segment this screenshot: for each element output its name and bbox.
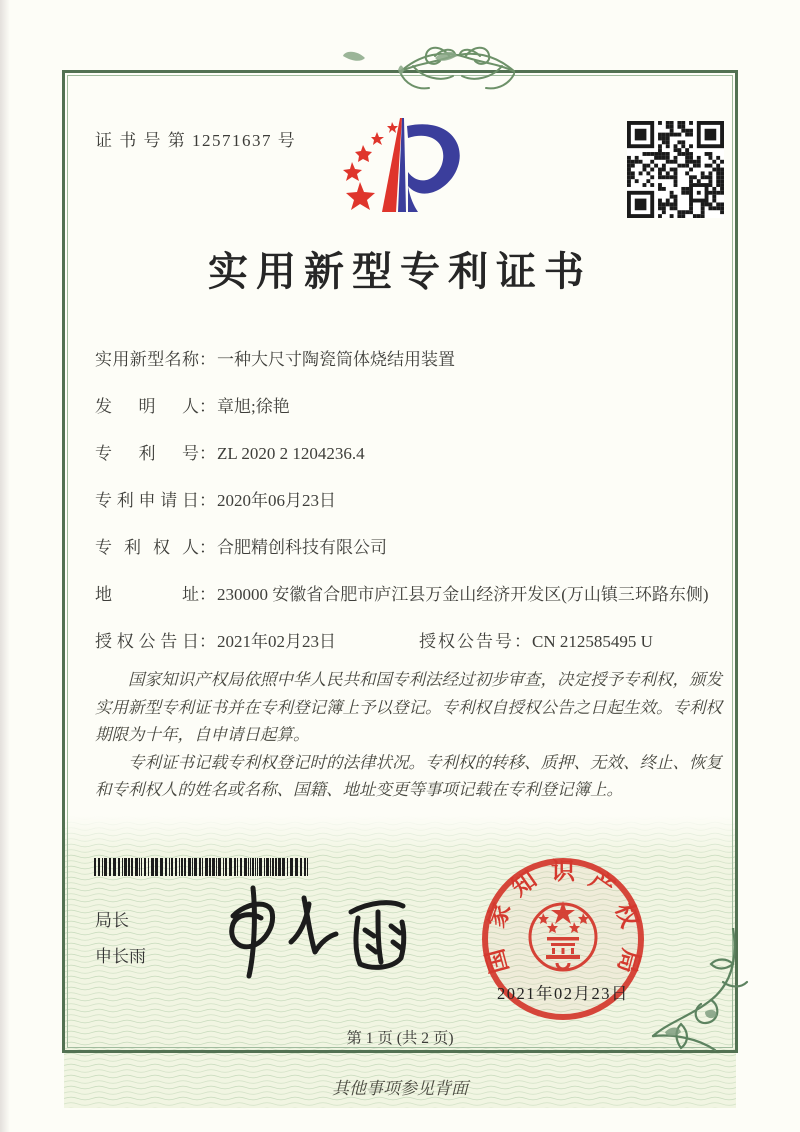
field-value: 章旭;徐艳	[217, 397, 290, 416]
field-colon: ：	[199, 350, 216, 369]
svg-text:识: 识	[551, 859, 575, 885]
svg-text:局: 局	[612, 945, 644, 976]
field-colon: ：	[199, 397, 216, 416]
grant-no-label: 授权公告号	[419, 632, 514, 651]
certificate-number: 证 书 号 第 12571637 号	[95, 131, 297, 150]
field-label: 专利申请日	[95, 491, 199, 510]
grant-no-value: CN 212585495 U	[532, 632, 653, 651]
field-row-inventor	[95, 394, 720, 419]
field-colon: ：	[514, 632, 531, 651]
svg-text:家: 家	[483, 899, 517, 932]
field-row-address	[95, 582, 720, 607]
grant-date-value: 2021年02月23日	[217, 632, 336, 651]
field-row-patentee	[95, 535, 720, 560]
svg-text:国: 国	[482, 945, 514, 976]
svg-text:产: 产	[584, 866, 619, 902]
field-label: 发明人	[95, 397, 199, 416]
back-note: 其他事项参见背面	[332, 1079, 468, 1098]
field-label: 授权公告日	[95, 632, 199, 651]
field-value: ZL 2020 2 1204236.4	[217, 444, 365, 463]
band-fade	[64, 816, 736, 856]
officer-title: 局长	[95, 911, 129, 930]
field-value: 230000 安徽省合肥市庐江县万金山经济开发区(万山镇三环路东侧)	[217, 585, 709, 604]
barcode	[94, 858, 312, 876]
legal-paragraph-1: 国家知识产权局依照中华人民共和国专利法经过初步审查，决定授予专利权，颁发实用新型专利证书并在专利登记簿上予以登记。专利权自授权公告之日起生效。专利权期限为十年，自申请日起算。	[95, 670, 722, 744]
top-flourish-ornament	[285, 42, 515, 102]
certificate-fields	[95, 347, 720, 676]
field-row-patent-number	[95, 441, 720, 466]
certificate-title: 实用新型专利证书	[208, 249, 592, 294]
officer-name: 申长雨	[95, 947, 146, 966]
field-value: 2020年06月23日	[217, 491, 336, 510]
qr-code	[627, 121, 724, 218]
field-row-filing-date	[95, 488, 720, 513]
legal-paragraph-2: 专利证书记载专利权登记时的法律状况。专利权的转移、质押、无效、终止、恢复和专利权人的姓名或名称、国籍、地址变更等事项记载在专利登记簿上。	[95, 752, 722, 799]
legal-text	[95, 666, 722, 804]
svg-text:知: 知	[507, 866, 542, 902]
field-colon: ：	[199, 538, 216, 557]
svg-text:权: 权	[609, 899, 643, 932]
field-label: 实用新型名称	[95, 350, 199, 369]
field-label: 地址	[95, 585, 199, 604]
field-colon: ：	[199, 444, 216, 463]
field-value: 一种大尺寸陶瓷筒体烧结用装置	[217, 350, 455, 369]
field-label: 专利权人	[95, 538, 199, 557]
field-row-utility-model-name	[95, 347, 720, 372]
officer-signature	[205, 876, 420, 991]
field-label: 专利号	[95, 444, 199, 463]
field-value: 合肥精创科技有限公司	[217, 538, 387, 557]
field-colon: ：	[199, 491, 216, 510]
seal-date: 2021年02月23日	[497, 984, 629, 1003]
cnipa-logo-icon	[330, 112, 475, 220]
field-colon: ：	[199, 632, 216, 651]
page-number: 第 1 页 (共 2 页)	[346, 1030, 454, 1047]
national-ipa-seal	[477, 853, 649, 1025]
field-colon: ：	[199, 585, 216, 604]
field-row-grant	[95, 629, 720, 654]
